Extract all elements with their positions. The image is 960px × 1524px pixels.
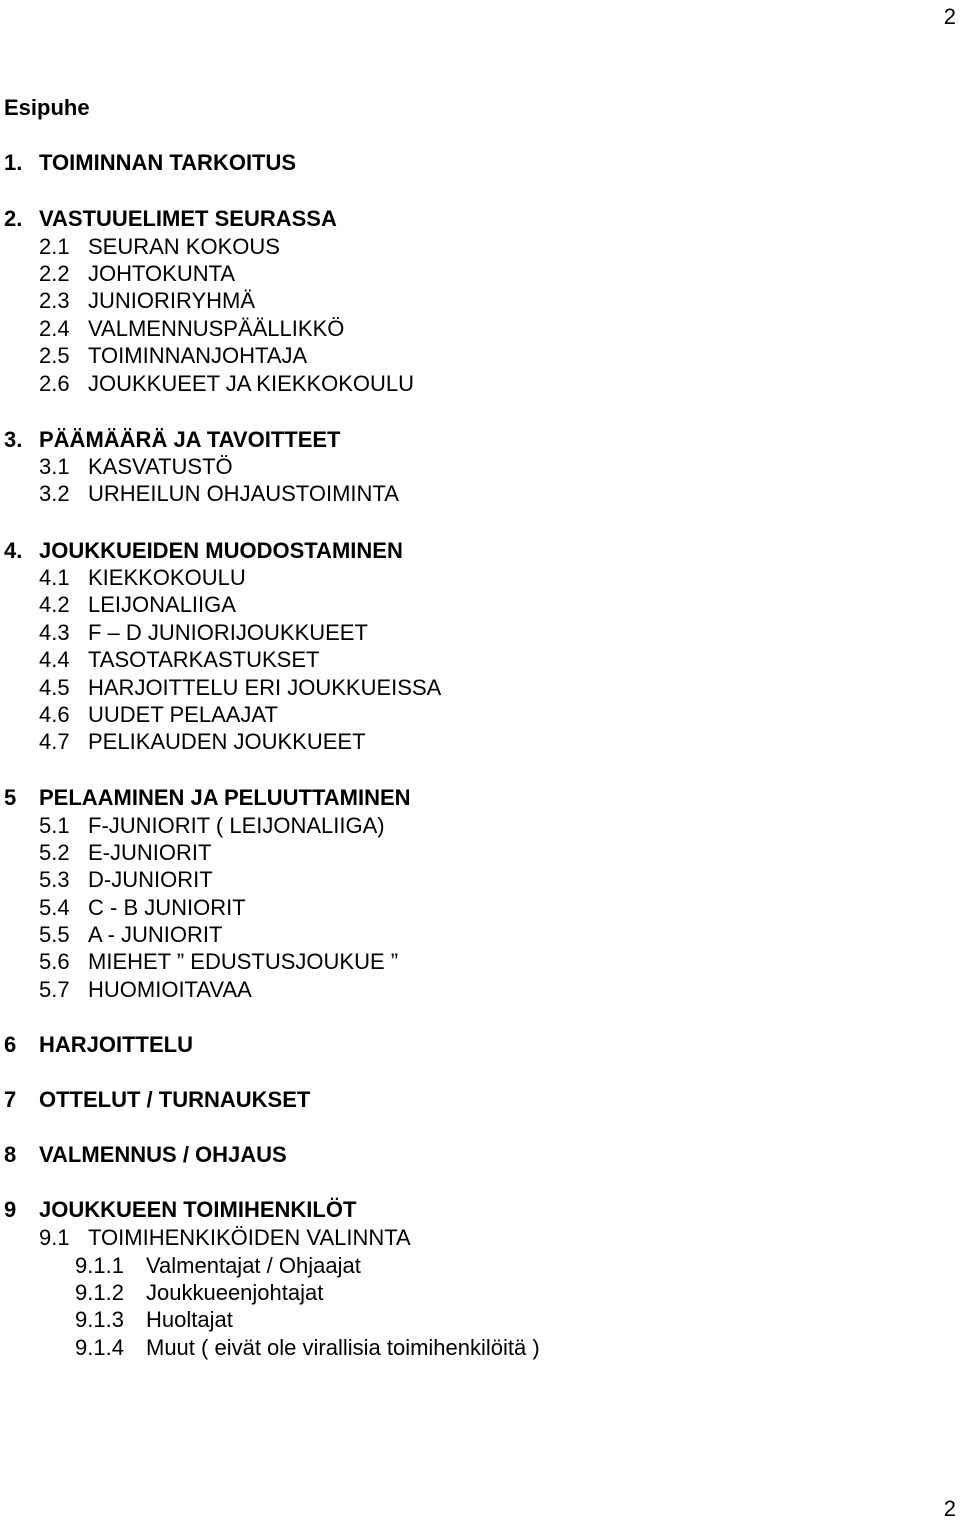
toc-text: PELIKAUDEN JOUKKUEET [88,729,366,754]
toc-number: 5.1 [39,813,70,838]
toc-text: F-JUNIORIT ( LEIJONALIIGA) [88,813,385,838]
toc-text: Muut ( eivät ole virallisia toimihenkilöitä ) [146,1335,540,1360]
toc-text: PÄÄMÄÄRÄ JA TAVOITTEET [39,427,341,452]
toc-text: A - JUNIORIT [88,922,223,947]
toc-number: 2.4 [39,316,70,341]
toc-text: TOIMINNAN TARKOITUS [39,150,297,175]
toc-number: 5.6 [39,949,70,974]
toc-number: 1. [4,150,23,175]
toc-number: 4. [4,538,23,563]
toc-text: JOUKKUEEN TOIMIHENKILÖT [39,1197,357,1222]
toc-text: VASTUUELIMET SEURASSA [39,206,337,231]
toc-number: 7 [4,1087,17,1112]
toc-text: TOIMIHENKIKÖIDEN VALINNTA [88,1225,411,1250]
toc-number: 3.1 [39,454,70,479]
toc-text: Joukkueenjohtajat [146,1280,324,1305]
toc-number: 4.4 [39,647,70,672]
toc-text: HARJOITTELU [39,1032,193,1057]
toc-text: VALMENNUS / OHJAUS [39,1142,287,1167]
toc-number: 6 [4,1032,17,1057]
toc-text: JOUKKUEIDEN MUODOSTAMINEN [39,538,403,563]
toc-number: 2.5 [39,343,70,368]
toc-text: F – D JUNIORIJOUKKUEET [88,620,368,645]
toc-text: JUNIORIRYHMÄ [88,288,256,313]
toc-text: VALMENNUSPÄÄLLIKKÖ [88,316,345,341]
toc-number: 8 [4,1142,17,1167]
preface-heading: Esipuhe [4,95,90,120]
toc-number: 5 [4,785,17,810]
toc-number: 9.1.1 [75,1253,124,1278]
toc-number: 5.7 [39,977,70,1002]
toc-text: JOHTOKUNTA [88,261,236,286]
toc-number: 9.1.3 [75,1307,124,1332]
toc-text: HARJOITTELU ERI JOUKKUEISSA [88,675,442,700]
toc-number: 4.3 [39,620,70,645]
toc-number: 5.3 [39,867,70,892]
toc-number: 2.2 [39,261,70,286]
toc-number: 4.1 [39,565,70,590]
toc-number: 5.5 [39,922,70,947]
toc-number: 2.6 [39,371,70,396]
toc-text: LEIJONALIIGA [88,592,236,617]
toc-text: PELAAMINEN JA PELUUTTAMINEN [39,785,411,810]
toc-number: 2.1 [39,234,70,259]
toc-text: MIEHET ” EDUSTUSJOUKUE ” [88,949,399,974]
toc-text: HUOMIOITAVAA [88,977,252,1002]
toc-text: Valmentajat / Ohjaajat [146,1253,361,1278]
toc-number: 4.6 [39,702,70,727]
toc-text: JOUKKUEET JA KIEKKOKOULU [88,371,415,396]
toc-text: URHEILUN OHJAUSTOIMINTA [88,481,399,506]
toc-number: 9 [4,1197,17,1222]
toc-number: 5.4 [39,895,70,920]
toc-number: 2.3 [39,288,70,313]
toc-number: 4.2 [39,592,70,617]
toc-number: 3. [4,427,23,452]
toc-text: KASVATUSTÖ [88,454,233,479]
toc-text: TOIMINNANJOHTAJA [88,343,308,368]
toc-text: C - B JUNIORIT [88,895,246,920]
toc-number: 4.7 [39,729,70,754]
toc-number: 9.1.4 [75,1335,124,1360]
toc-text: UUDET PELAAJAT [88,702,278,727]
toc-text: Huoltajat [146,1307,233,1332]
toc-number: 5.2 [39,840,70,865]
toc-number: 9.1 [39,1225,70,1250]
toc-text: OTTELUT / TURNAUKSET [39,1087,311,1112]
toc-number: 9.1.2 [75,1280,124,1305]
page-number-top: 2 [943,4,956,29]
page-number-bottom: 2 [943,1496,956,1521]
toc-text: KIEKKOKOULU [88,565,246,590]
toc-number: 4.5 [39,675,70,700]
toc-text: D-JUNIORIT [88,867,213,892]
toc-text: E-JUNIORIT [88,840,212,865]
toc-number: 2. [4,206,23,231]
toc-text: TASOTARKASTUKSET [88,647,320,672]
toc-number: 3.2 [39,481,70,506]
toc-text: SEURAN KOKOUS [88,234,280,259]
